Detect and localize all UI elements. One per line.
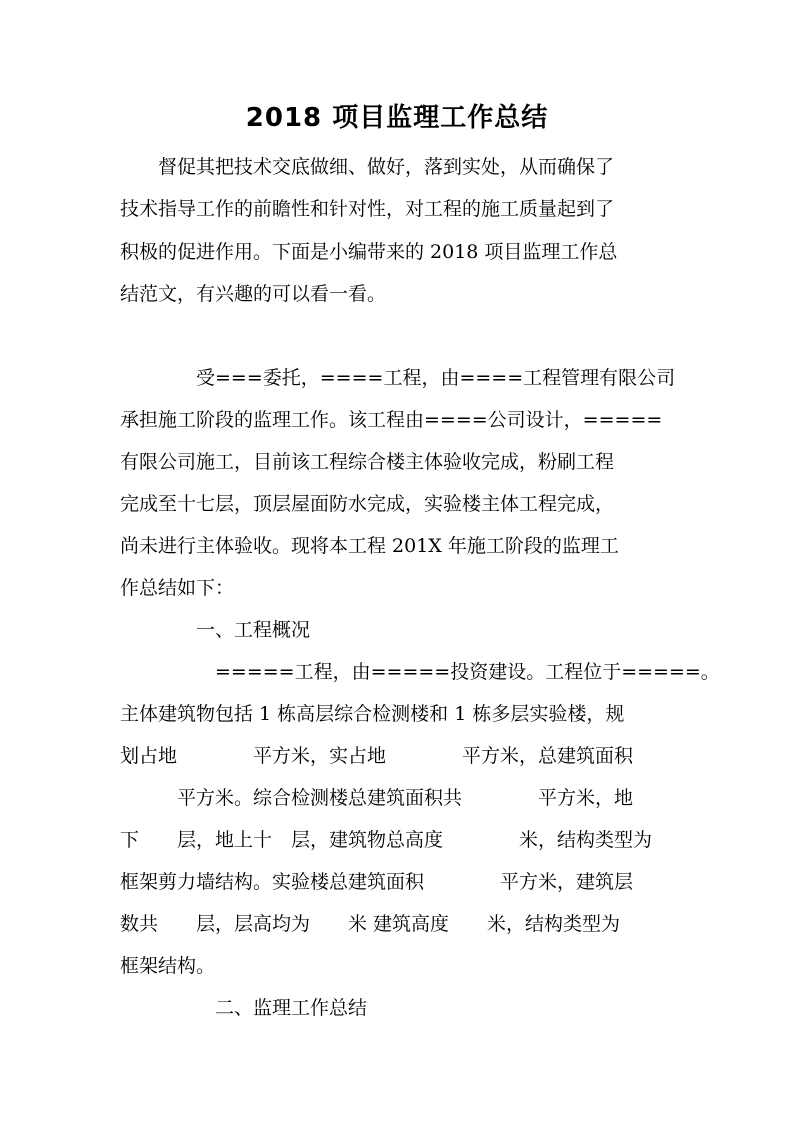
document-title: 2018 项目监理工作总结 bbox=[245, 103, 549, 133]
body-line: 承担施工阶段的监理工作。该工程由====公司设计，===== bbox=[120, 409, 663, 431]
body-line: 框架剪力墙结构。实验楼总建筑面积 平方米，建筑层 bbox=[120, 871, 634, 893]
section-heading-overview: 一、工程概况 bbox=[120, 619, 311, 641]
body-line: 有限公司施工，目前该工程综合楼主体验收完成，粉刷工程 bbox=[120, 451, 615, 473]
section-heading-summary: 二、监理工作总结 bbox=[120, 997, 368, 1019]
body-line: 框架结构。 bbox=[120, 955, 216, 977]
body-line: 完成至十七层，顶层屋面防水完成，实验楼主体工程完成， bbox=[120, 493, 615, 515]
intro-line: 结范文，有兴趣的可以看一看。 bbox=[120, 283, 387, 305]
intro-line: 积极的促进作用。下面是小编带来的 2018 项目监理工作总 bbox=[120, 241, 618, 263]
intro-line: 督促其把技术交底做细、做好，落到实处，从而确保了 bbox=[120, 156, 615, 178]
body-line: 数共 层，层高均为 米 建筑高度 米，结构类型为 bbox=[120, 913, 621, 935]
body-line: 主体建筑物包括 1 栋高层综合检测楼和 1 栋多层实验楼，规 bbox=[120, 703, 625, 725]
body-line: 尚未进行主体验收。现将本工程 201X 年施工阶段的监理工 bbox=[120, 535, 619, 557]
body-line: 下 层，地上十 层，建筑物总高度 米，结构类型为 bbox=[120, 829, 653, 851]
intro-line: 技术指导工作的前瞻性和针对性，对工程的施工质量起到了 bbox=[120, 198, 615, 220]
body-line: 作总结如下： bbox=[120, 577, 235, 599]
body-line: 平方米。综合检测楼总建筑面积共 平方米，地 bbox=[120, 787, 634, 809]
body-line: =====工程，由=====投资建设。工程位于=====。 bbox=[120, 661, 720, 683]
body-line: 受===委托，====工程，由====工程管理有限公司 bbox=[120, 367, 676, 389]
body-line: 划占地 平方米，实占地 平方米，总建筑面积 bbox=[120, 745, 634, 767]
